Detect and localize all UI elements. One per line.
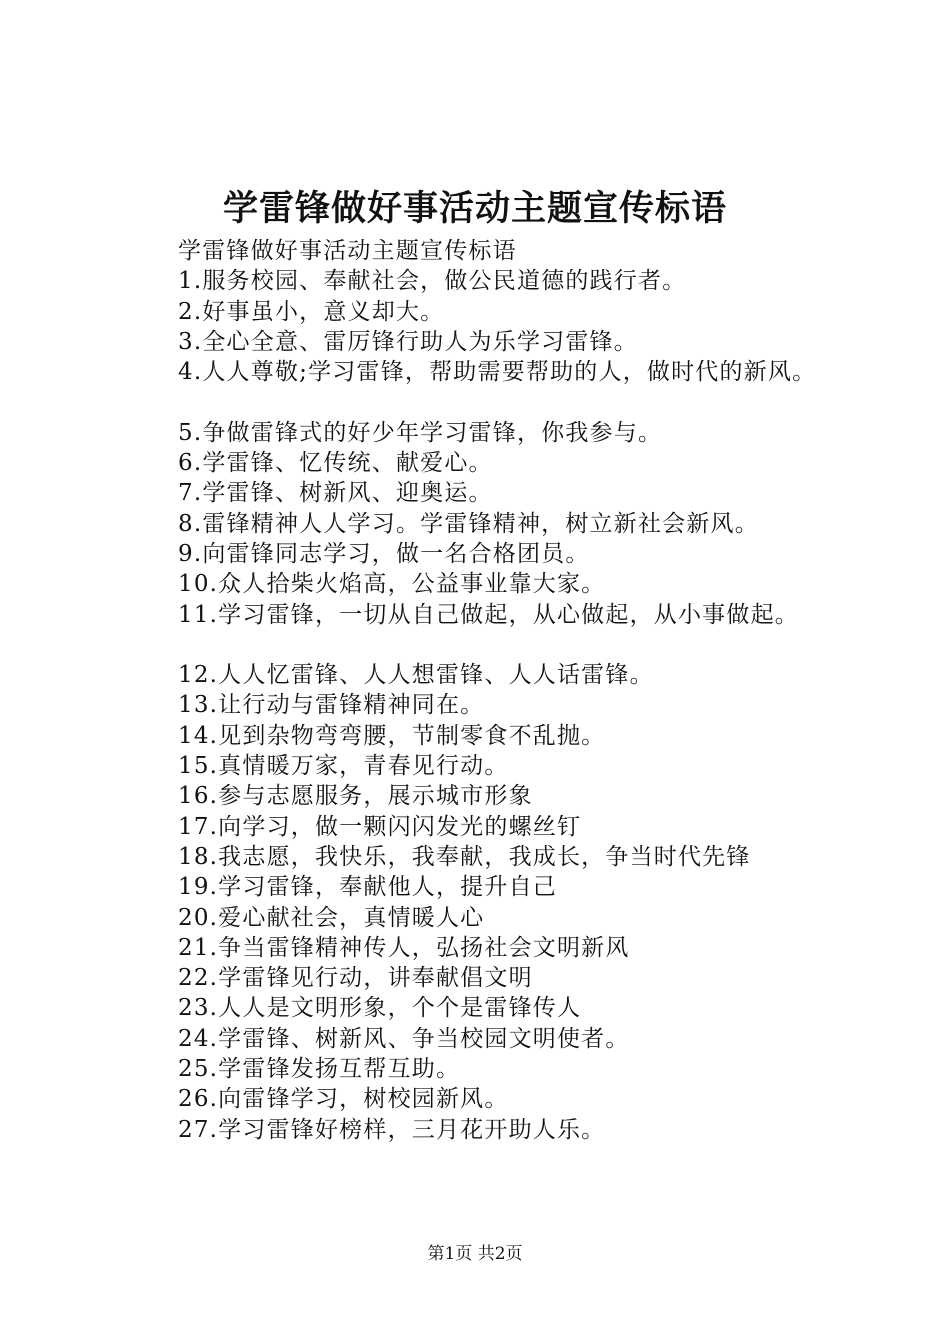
slogan-line: 17.向学习，做一颗闪闪发光的螺丝钉 [178,813,582,840]
slogan-line: 11.学习雷锋，一切从自己做起，从心做起，从小事做起。 [178,601,799,628]
slogan-line: 18.我志愿，我快乐，我奉献，我成长，争当时代先锋 [178,843,751,870]
paragraph-gap [178,630,938,660]
slogan-line: 10.众人拾柴火焰高，公益事业靠大家。 [178,571,606,598]
slogan-line: 1.服务校园、奉献社会，做公民道德的践行者。 [178,268,687,295]
document-body [178,236,938,1145]
slogan-line: 5.争做雷锋式的好少年学习雷锋，你我参与。 [178,419,663,446]
slogan-line: 16.参与志愿服务，展示城市形象 [178,783,533,810]
slogan-line: 22.学雷锋见行动，讲奉献倡文明 [178,965,533,992]
slogan-line: 12.人人忆雷锋、人人想雷锋、人人话雷锋。 [178,662,654,689]
slogan-line: 19.学习雷锋，奉献他人，提升自己 [178,874,557,901]
slogan-line: 26.向雷锋学习，树校园新风。 [178,1086,509,1113]
slogan-line: 4.人人尊敬;学习雷锋，帮助需要帮助的人，做时代的新风。 [178,359,817,386]
page-footer: 第1页 共2页 [427,1244,523,1264]
slogan-line: 9.向雷锋同志学习，做一名合格团员。 [178,540,590,567]
slogan-line: 6.学雷锋、忆传统、献爱心。 [178,450,493,477]
document-subtitle: 学雷锋做好事活动主题宣传标语 [178,238,517,264]
slogan-line: 25.学雷锋发扬互帮互助。 [178,1056,461,1083]
slogan-line: 15.真情暖万家，青春见行动。 [178,753,509,780]
slogan-line: 13.让行动与雷锋精神同在。 [178,692,485,719]
slogan-line: 23.人人是文明形象，个个是雷锋传人 [178,995,582,1022]
slogan-line: 21.争当雷锋精神传人，弘扬社会文明新风 [178,934,630,961]
slogan-line: 2.好事虽小，意义却大。 [178,298,445,325]
slogan-line: 14.见到杂物弯弯腰，节制零食不乱抛。 [178,722,606,749]
document-title: 学雷锋做好事活动主题宣传标语 [222,188,727,229]
slogan-line: 27.学习雷锋好榜样，三月花开助人乐。 [178,1116,606,1143]
slogan-line: 8.雷锋精神人人学习。学雷锋精神，树立新社会新风。 [178,510,759,537]
slogan-line: 7.学雷锋、树新风、迎奥运。 [178,480,493,507]
paragraph-gap [178,387,938,417]
slogan-line: 20.爱心献社会，真情暖人心 [178,904,485,931]
slogan-line: 24.学雷锋、树新风、争当校园文明使者。 [178,1025,630,1052]
slogan-line: 3.全心全意、雷厉锋行助人为乐学习雷锋。 [178,328,638,355]
